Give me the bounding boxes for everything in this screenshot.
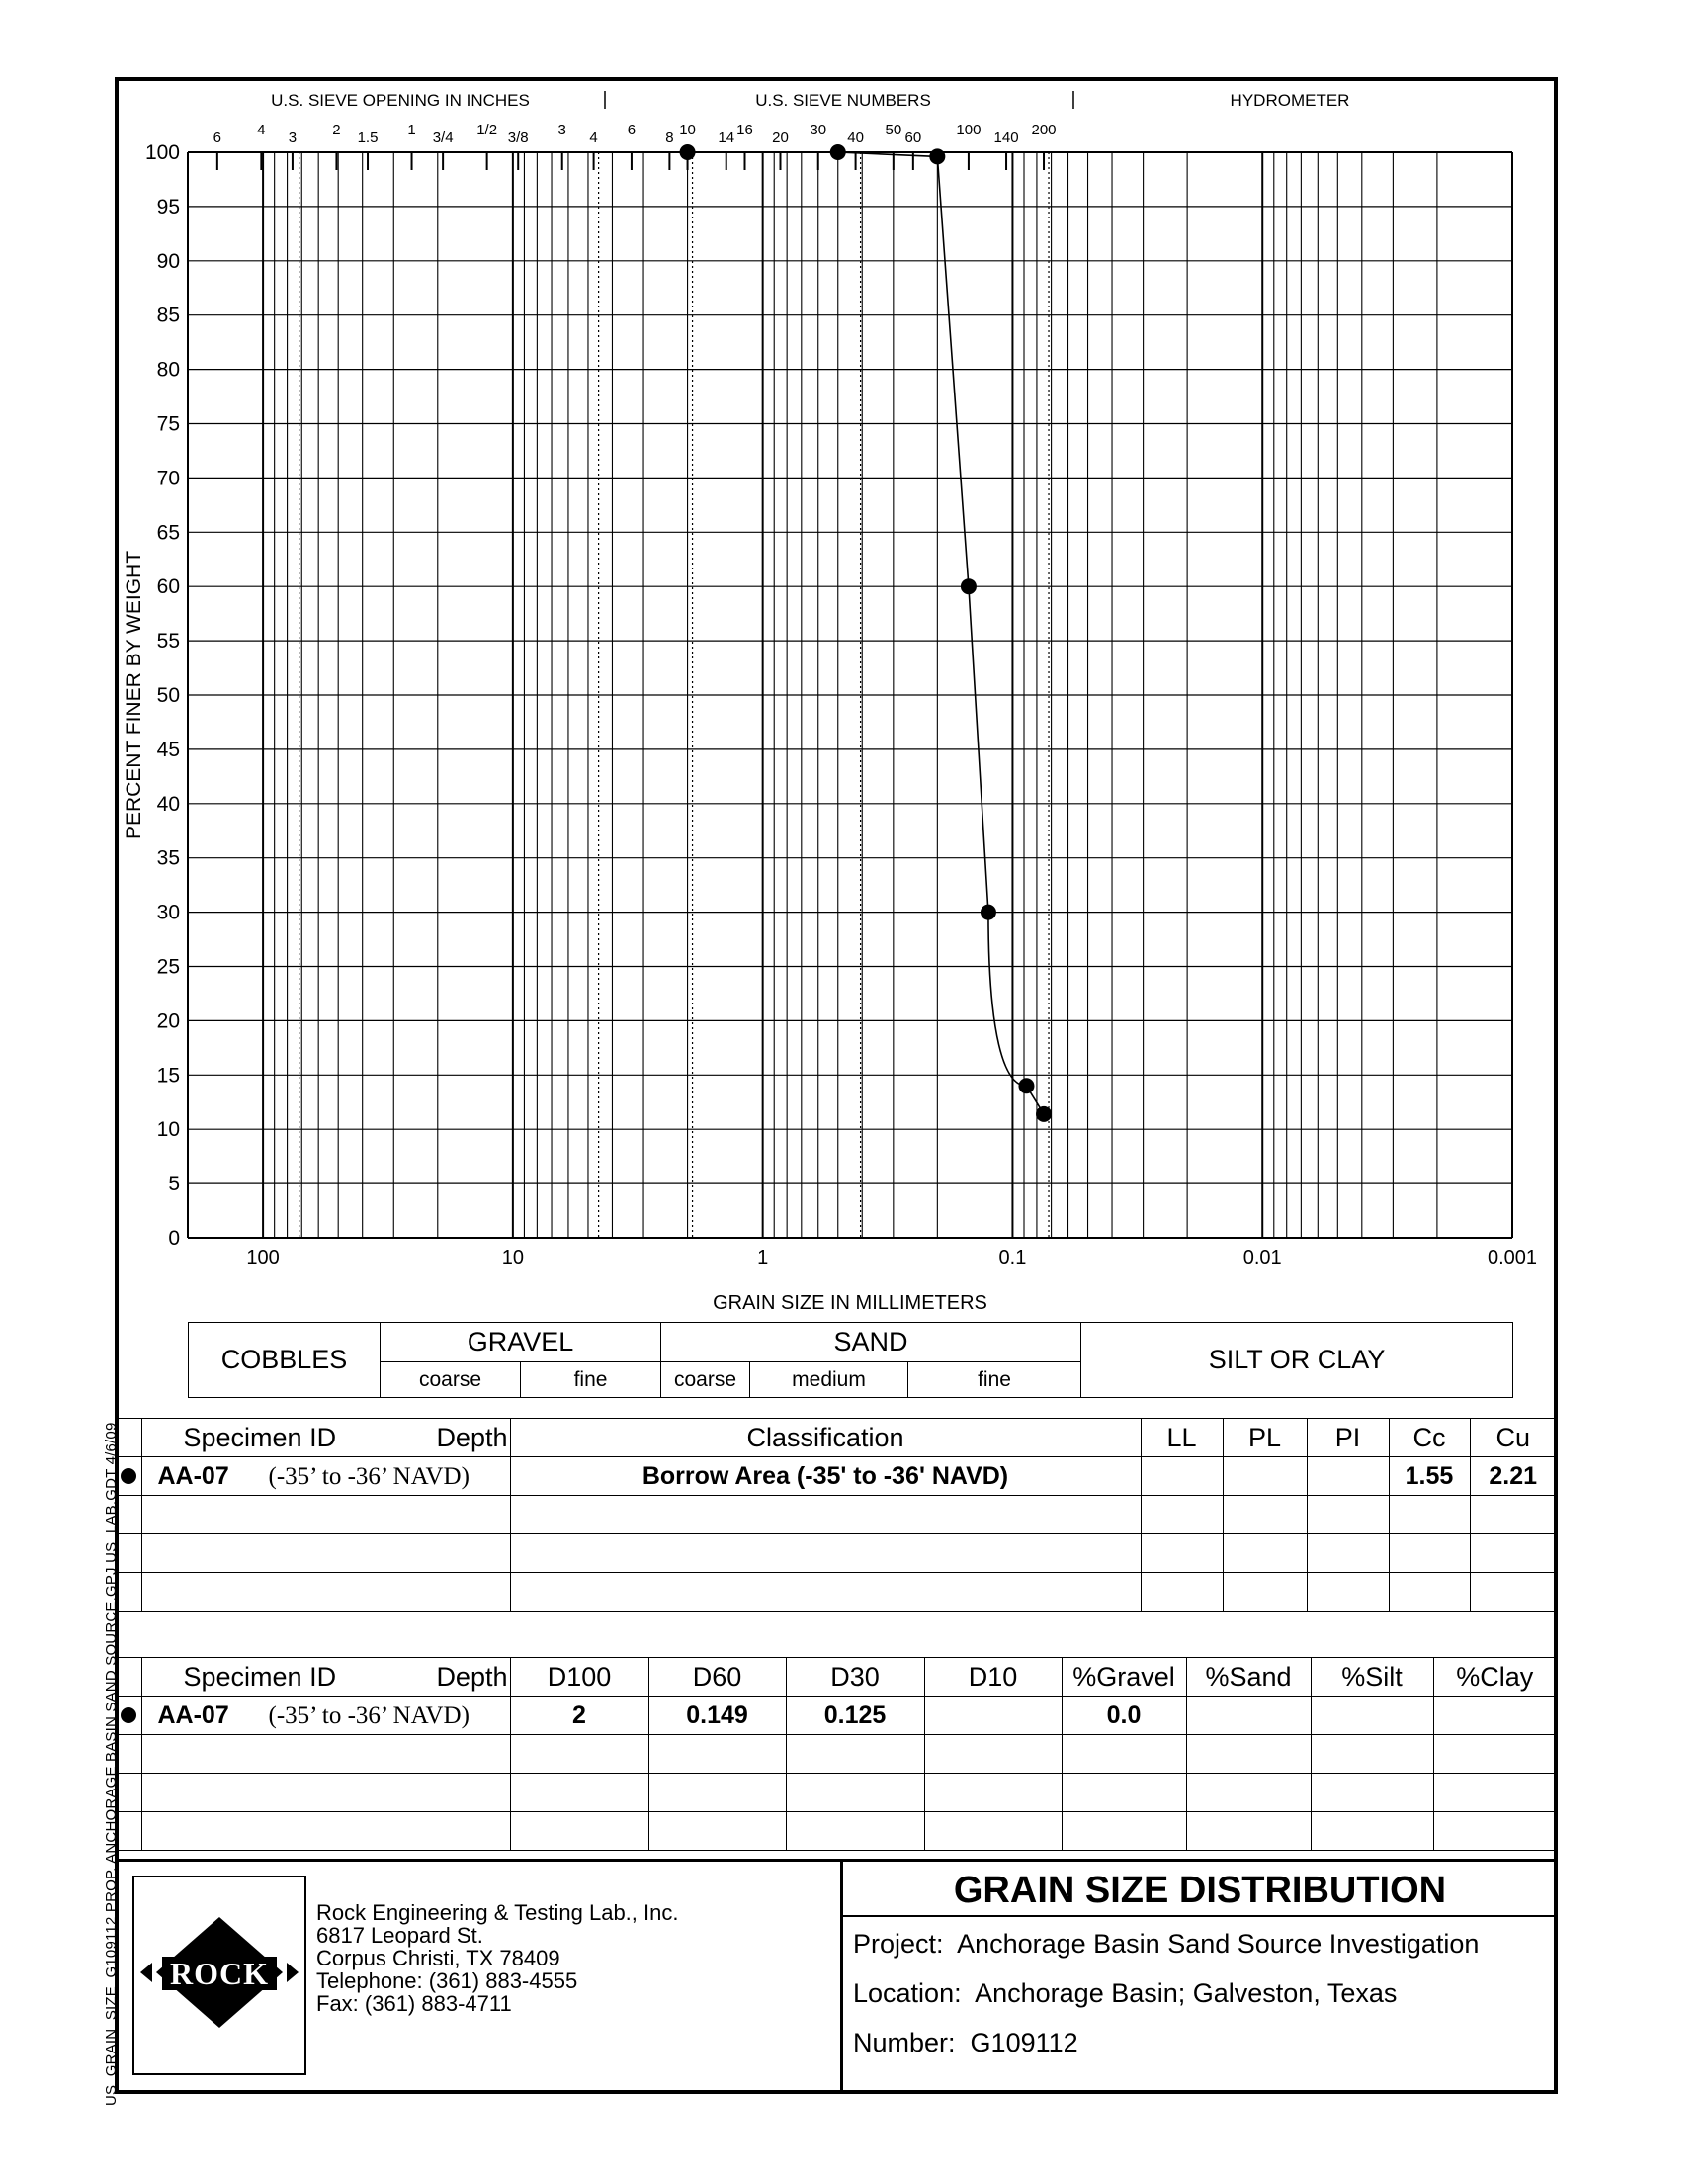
data-point xyxy=(680,144,696,160)
data-point xyxy=(961,578,977,594)
sieve-label: 60 xyxy=(904,130,922,146)
y-tick-label: 100 xyxy=(144,141,180,164)
report-frame xyxy=(115,77,1558,2094)
company-fax: Fax: (361) 883-4711 xyxy=(316,1991,512,2016)
table1-cu: 2.21 xyxy=(1470,1457,1556,1496)
sieve-label: 100 xyxy=(956,122,982,138)
y-tick-label: 25 xyxy=(156,955,180,979)
y-tick-label: 10 xyxy=(156,1118,180,1142)
location-name: Anchorage Basin; Galveston, Texas xyxy=(975,1978,1398,2008)
y-tick-label: 45 xyxy=(156,738,180,761)
sieve-label: 6 xyxy=(213,130,222,146)
x-axis-title: GRAIN SIZE IN MILLIMETERS xyxy=(713,1292,987,1314)
sieve-label: 3/4 xyxy=(432,130,454,146)
sieve-label: 200 xyxy=(1031,122,1057,138)
table1-specimen-id: AA-07 xyxy=(157,1461,229,1490)
location-label: Location: xyxy=(853,1978,962,2008)
x-tick-label: 0.1 xyxy=(998,1247,1027,1268)
table2-d30: 0.125 xyxy=(786,1697,924,1735)
company-logo xyxy=(134,1877,304,2073)
table1-specimen-header: Specimen ID xyxy=(183,1422,337,1452)
y-tick-label: 90 xyxy=(156,249,180,273)
y-tick-label: 80 xyxy=(156,358,180,382)
header-sieve-numbers: U.S. SIEVE NUMBERS xyxy=(755,91,931,110)
logo-text: ROCK xyxy=(170,1956,269,1991)
table1-ll-header: LL xyxy=(1141,1419,1223,1457)
soil-band-table xyxy=(188,1322,1513,1398)
title-block xyxy=(840,1862,1557,2093)
sieve-label: 6 xyxy=(627,122,637,138)
chart-labels xyxy=(123,91,1537,1314)
sieve-label: 1/2 xyxy=(476,122,498,138)
table2-d100: 2 xyxy=(510,1697,648,1735)
table1-cu-header: Cu xyxy=(1470,1419,1556,1457)
gradation-line xyxy=(688,152,1044,1114)
sieve-label: 3 xyxy=(288,130,298,146)
table1-depth: (-35’ to -36’ NAVD) xyxy=(268,1462,470,1490)
y-tick-label: 20 xyxy=(156,1009,180,1033)
table2-specimen-header: Specimen ID xyxy=(183,1661,337,1692)
band-cobbles: COBBLES xyxy=(189,1323,381,1398)
band-gravel-coarse: coarse xyxy=(381,1362,521,1398)
table1-depth-header: Depth xyxy=(436,1422,508,1452)
table2-d10-header: D10 xyxy=(924,1658,1062,1697)
data-point xyxy=(981,905,996,920)
band-gravel: GRAVEL xyxy=(381,1323,661,1362)
y-tick-label: 65 xyxy=(156,521,180,545)
x-tick-label: 0.001 xyxy=(1487,1247,1538,1268)
y-tick-label: 0 xyxy=(168,1227,180,1250)
table2-clay-header: %Clay xyxy=(1433,1658,1556,1697)
table2-clay xyxy=(1433,1697,1556,1735)
sieve-label: 1.5 xyxy=(357,130,379,146)
table2-silt-header: %Silt xyxy=(1311,1658,1433,1697)
y-tick-label: 5 xyxy=(168,1173,180,1196)
report-footer xyxy=(119,1859,1554,2093)
table2-sand-header: %Sand xyxy=(1186,1658,1311,1697)
project-name: Anchorage Basin Sand Source Investigation xyxy=(957,1929,1480,1959)
band-sand-medium: medium xyxy=(750,1362,908,1398)
table2-sand xyxy=(1186,1697,1311,1735)
sieve-label: 4 xyxy=(589,130,598,146)
sieve-label: 14 xyxy=(718,130,735,146)
band-silt-clay: SILT OR CLAY xyxy=(1081,1323,1513,1398)
header-hydrometer: HYDROMETER xyxy=(1230,91,1350,110)
sieve-label: 20 xyxy=(772,130,789,146)
band-gravel-fine: fine xyxy=(521,1362,661,1398)
table2-depth: (-35’ to -36’ NAVD) xyxy=(268,1702,470,1729)
y-tick-label: 35 xyxy=(156,846,180,870)
series-marker-icon xyxy=(121,1468,136,1484)
sieve-label: 2 xyxy=(332,122,341,138)
sieve-label: 10 xyxy=(679,122,696,138)
y-tick-label: 85 xyxy=(156,304,180,327)
sieve-label: 30 xyxy=(810,122,827,138)
series-marker-icon xyxy=(121,1707,136,1723)
table1-ll xyxy=(1141,1457,1223,1496)
report-title: GRAIN SIZE DISTRIBUTION xyxy=(953,1870,1447,1911)
sieve-label: 140 xyxy=(993,130,1019,146)
y-axis-title: PERCENT FINER BY WEIGHT xyxy=(123,550,145,840)
y-tick-label: 55 xyxy=(156,630,180,654)
number-line xyxy=(853,2028,1078,2058)
table2-gravel-header: %Gravel xyxy=(1062,1658,1186,1697)
data-point xyxy=(1018,1078,1034,1093)
company-phone: Telephone: (361) 883-4555 xyxy=(316,1968,578,1993)
y-tick-label: 50 xyxy=(156,684,180,707)
sieve-label: 3/8 xyxy=(507,130,529,146)
file-path-side-text: US_GRAIN_SIZE_G109112 PROP. ANCHORAGE BASIN SAND SOURCE.GPJ US_LAB.GDT 4/6/09 xyxy=(103,1422,120,2106)
data-point xyxy=(830,144,846,160)
table2-silt xyxy=(1311,1697,1433,1735)
table1-pl xyxy=(1223,1457,1307,1496)
x-tick-label: 100 xyxy=(246,1247,280,1268)
table2-specimen-id: AA-07 xyxy=(157,1701,229,1729)
y-tick-label: 40 xyxy=(156,792,180,816)
y-tick-label: 60 xyxy=(156,575,180,599)
sieve-label: 16 xyxy=(736,122,753,138)
table2-d30-header: D30 xyxy=(786,1658,924,1697)
data-point xyxy=(1036,1106,1052,1122)
band-sand: SAND xyxy=(661,1323,1081,1362)
gradation-table xyxy=(117,1657,1556,1851)
x-tick-label: 1 xyxy=(757,1247,769,1268)
y-tick-label: 70 xyxy=(156,467,180,490)
y-tick-label: 95 xyxy=(156,195,180,218)
company-name: Rock Engineering & Testing Lab., Inc. xyxy=(316,1900,679,1925)
sieve-label: 40 xyxy=(847,130,864,146)
company-address-1: 6817 Leopard St. xyxy=(316,1923,483,1948)
sieve-label: 50 xyxy=(885,122,902,138)
table1-classification-header: Classification xyxy=(510,1419,1141,1457)
sieve-label: 1 xyxy=(407,122,416,138)
table2-d60-header: D60 xyxy=(648,1658,786,1697)
y-tick-label: 15 xyxy=(156,1064,180,1088)
table1-specimen-depth-header xyxy=(141,1419,510,1457)
table1-cc: 1.55 xyxy=(1389,1457,1470,1496)
table1-pi-header: PI xyxy=(1307,1419,1389,1457)
classification-table xyxy=(117,1418,1556,1612)
table2-d60: 0.149 xyxy=(648,1697,786,1735)
table2-d10 xyxy=(924,1697,1062,1735)
table2-depth-header: Depth xyxy=(436,1661,508,1692)
grain-size-chart xyxy=(119,81,1554,1366)
x-tick-label: 0.01 xyxy=(1242,1247,1282,1268)
table1-pi xyxy=(1307,1457,1389,1496)
project-number: G109112 xyxy=(970,2028,1078,2057)
band-sand-fine: fine xyxy=(908,1362,1081,1398)
project-line xyxy=(853,1929,1479,1960)
company-info xyxy=(316,1901,678,2015)
company-logo-box xyxy=(132,1876,306,2075)
sieve-label: 3 xyxy=(557,122,566,138)
y-tick-label: 75 xyxy=(156,412,180,436)
header-sieve-inches: U.S. SIEVE OPENING IN INCHES xyxy=(271,91,530,110)
table2-d100-header: D100 xyxy=(510,1658,648,1697)
number-label: Number: xyxy=(853,2028,956,2057)
x-tick-label: 10 xyxy=(501,1247,525,1268)
chart-grid xyxy=(188,152,1512,1238)
table1-pl-header: PL xyxy=(1223,1419,1307,1457)
y-tick-label: 30 xyxy=(156,901,180,924)
data-point xyxy=(929,148,945,164)
table1-cc-header: Cc xyxy=(1389,1419,1470,1457)
band-sand-coarse: coarse xyxy=(661,1362,750,1398)
sieve-label: 4 xyxy=(257,122,266,138)
table1-classification: Borrow Area (-35' to -36' NAVD) xyxy=(510,1457,1141,1496)
project-label: Project: xyxy=(853,1929,944,1959)
table2-gravel: 0.0 xyxy=(1062,1697,1186,1735)
gradation-curve xyxy=(680,144,1052,1122)
location-line xyxy=(853,1978,1397,2009)
sieve-label: 8 xyxy=(665,130,674,146)
company-address-2: Corpus Christi, TX 78409 xyxy=(316,1946,560,1970)
